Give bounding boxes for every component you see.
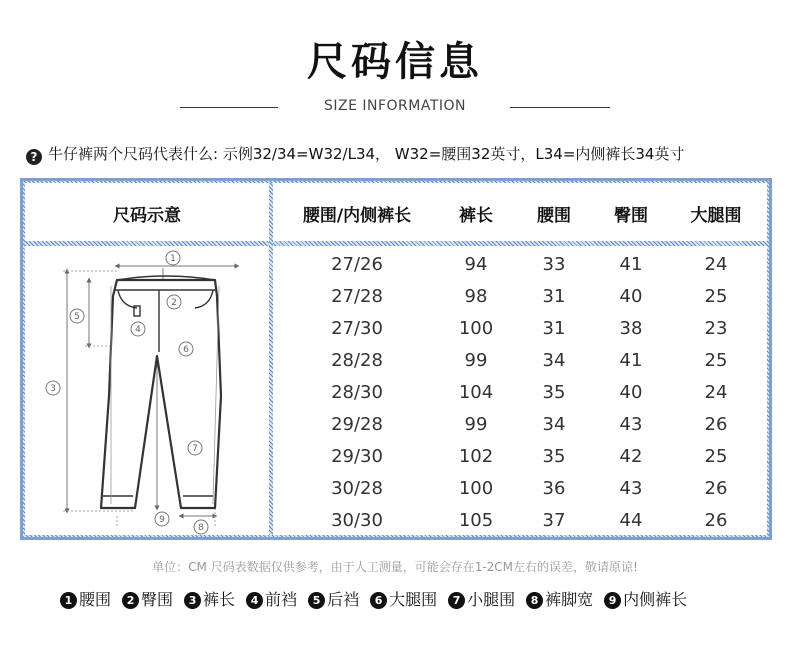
legend-item — [448, 587, 515, 610]
cell-length: 100 — [458, 318, 494, 339]
cell-length: 102 — [458, 446, 494, 467]
cell-length: 94 — [464, 254, 488, 275]
legend-item — [122, 587, 173, 610]
marker-7: 7 — [192, 444, 198, 454]
page-title: 尺码信息 — [307, 39, 483, 85]
marker-5: 5 — [74, 312, 80, 322]
cell-waist: 31 — [542, 286, 566, 307]
cell-length: 104 — [458, 382, 494, 403]
cell-thigh: 24 — [704, 254, 728, 275]
table-row — [273, 441, 767, 473]
legend-item — [184, 587, 235, 610]
note-text: 牛仔裤两个尺码代表什么: 示例32/34=W32/L34， W32=腰围32英寸，L34=内侧裤长34英寸 — [48, 145, 685, 163]
cell-thigh: 25 — [704, 350, 728, 371]
table-row — [273, 505, 767, 537]
cell-size: 28/28 — [331, 350, 383, 371]
unit-disclaimer: 单位：CM 尺码表数据仅供参考，由于人工测量，可能会存在1-2CM左右的误差，敬请原谅! — [152, 560, 638, 574]
marker-6: 6 — [183, 345, 189, 355]
legend-item — [246, 587, 297, 610]
column-header-length: 裤长 — [459, 206, 493, 226]
marker-4: 4 — [135, 325, 141, 335]
cell-thigh: 26 — [704, 478, 728, 499]
cell-waist: 37 — [542, 510, 566, 531]
cell-length: 99 — [464, 350, 488, 371]
subtitle-divider-right — [510, 107, 610, 108]
cell-hip: 41 — [619, 350, 643, 371]
table-row — [273, 377, 767, 409]
number-badge-icon: 4 — [246, 592, 263, 609]
column-header-hip: 臀围 — [614, 206, 648, 226]
size-table — [20, 178, 772, 540]
number-badge-icon: 3 — [184, 592, 201, 609]
cell-size: 30/28 — [331, 478, 383, 499]
pants-outline-icon — [25, 246, 269, 536]
table-row — [273, 313, 767, 345]
cell-size: 29/28 — [331, 414, 383, 435]
cell-length: 99 — [464, 414, 488, 435]
legend-item — [308, 587, 359, 610]
number-badge-icon: 1 — [60, 592, 77, 609]
cell-thigh: 25 — [704, 286, 728, 307]
cell-size: 27/30 — [331, 318, 383, 339]
legend-label: 大腿围 — [389, 590, 438, 609]
cell-size: 29/30 — [331, 446, 383, 467]
cell-length: 100 — [458, 478, 494, 499]
number-badge-icon: 5 — [308, 592, 325, 609]
cell-hip: 40 — [619, 382, 643, 403]
legend-label: 后裆 — [327, 590, 360, 609]
subtitle: SIZE INFORMATION — [323, 98, 467, 114]
marker-8: 8 — [198, 523, 204, 533]
cell-hip: 42 — [619, 446, 643, 467]
cell-hip: 40 — [619, 286, 643, 307]
legend-item — [604, 587, 687, 610]
table-row — [273, 409, 767, 441]
cell-thigh: 25 — [704, 446, 728, 467]
marker-9: 9 — [159, 515, 165, 525]
number-badge-icon: 9 — [604, 592, 621, 609]
diagram-header: 尺码示意 — [113, 206, 181, 226]
legend-item — [370, 587, 437, 610]
cell-size: 27/26 — [331, 254, 383, 275]
table-row — [273, 345, 767, 377]
table-row — [273, 281, 767, 313]
cell-hip: 43 — [619, 414, 643, 435]
cell-waist: 35 — [542, 382, 566, 403]
marker-2: 2 — [171, 298, 177, 308]
size-table-body — [25, 183, 767, 535]
marker-1: 1 — [170, 254, 176, 264]
number-badge-icon: 2 — [122, 592, 139, 609]
cell-waist: 36 — [542, 478, 566, 499]
cell-thigh: 23 — [704, 318, 728, 339]
cell-length: 98 — [464, 286, 488, 307]
legend-item — [526, 587, 593, 610]
cell-waist: 31 — [542, 318, 566, 339]
pants-diagram — [25, 246, 269, 536]
number-badge-icon: 6 — [370, 592, 387, 609]
legend-label: 前裆 — [265, 590, 298, 609]
legend-label: 臀围 — [141, 590, 174, 609]
marker-3: 3 — [50, 384, 56, 394]
cell-size: 28/30 — [331, 382, 383, 403]
cell-thigh: 26 — [704, 414, 728, 435]
subtitle-row — [0, 98, 790, 118]
question-circle-icon: ? — [26, 149, 42, 165]
cell-waist: 33 — [542, 254, 566, 275]
column-header-size: 腰围/内侧裤长 — [302, 206, 412, 226]
cell-hip: 43 — [619, 478, 643, 499]
cell-thigh: 26 — [704, 510, 728, 531]
number-badge-icon: 8 — [526, 592, 543, 609]
measurement-legend — [60, 587, 780, 611]
cell-waist: 34 — [542, 350, 566, 371]
cell-waist: 35 — [542, 446, 566, 467]
legend-label: 腰围 — [79, 590, 112, 609]
cell-hip: 44 — [619, 510, 643, 531]
cell-hip: 38 — [619, 318, 643, 339]
legend-label: 裤长 — [203, 590, 236, 609]
cell-thigh: 24 — [704, 382, 728, 403]
column-header-waist: 腰围 — [537, 206, 571, 226]
table-row — [273, 249, 767, 281]
cell-length: 105 — [458, 510, 494, 531]
legend-label: 内侧裤长 — [623, 590, 688, 609]
cell-waist: 34 — [542, 414, 566, 435]
number-badge-icon: 7 — [448, 592, 465, 609]
cell-size: 30/30 — [331, 510, 383, 531]
size-explanation-note — [26, 143, 786, 163]
table-row — [273, 473, 767, 505]
cell-hip: 41 — [619, 254, 643, 275]
legend-item — [60, 587, 111, 610]
cell-size: 27/28 — [331, 286, 383, 307]
legend-label: 裤脚宽 — [545, 590, 594, 609]
legend-label: 小腿围 — [467, 590, 516, 609]
column-header-thigh: 大腿围 — [690, 206, 742, 226]
